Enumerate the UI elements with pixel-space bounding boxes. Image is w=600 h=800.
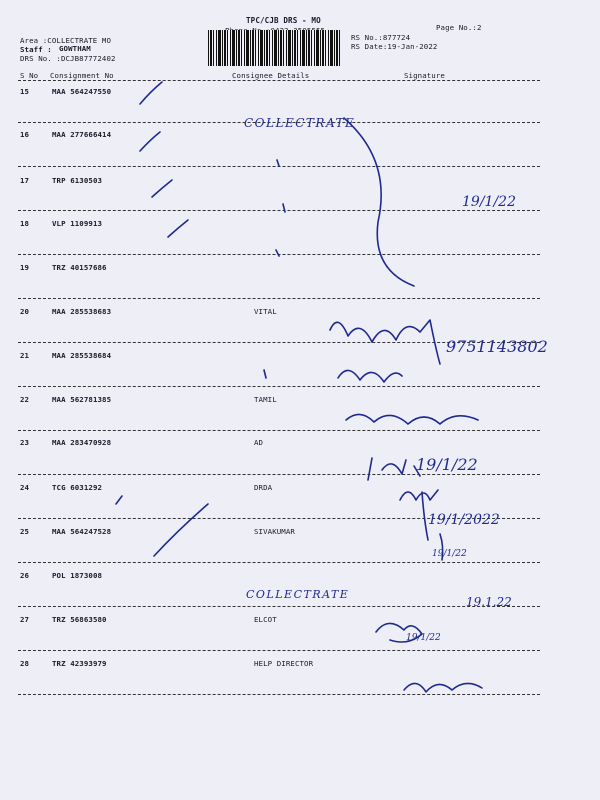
row-divider: [18, 562, 540, 563]
row-sno: 16: [20, 130, 30, 139]
tick-mark: [168, 220, 188, 237]
row-consignee: TAMIL: [254, 395, 277, 404]
handwritten-date: 19/1/2022: [428, 512, 500, 528]
tick-mark: [140, 132, 160, 151]
tick-mark: [152, 180, 172, 197]
signature-scribble: [422, 492, 428, 540]
header-divider: [18, 80, 540, 81]
row-sno: 23: [20, 438, 30, 447]
row-sno: 25: [20, 527, 30, 536]
row-consignment-no: MAA 277666414: [52, 130, 112, 139]
row-sno: 26: [20, 571, 30, 580]
row-consignee: DRDA: [254, 483, 273, 492]
row-consignment-no: MAA 562781385: [52, 395, 112, 404]
row-divider: [18, 694, 540, 695]
signature-scribble: [404, 683, 482, 692]
signature-scribble: [440, 534, 443, 560]
row-consignment-no: MAA 283470928: [52, 438, 112, 447]
row-consignment-no: MAA 285538683: [52, 307, 112, 316]
barcode: [208, 30, 342, 66]
tick-mark: [154, 504, 208, 556]
sheet-title: TPC/CJB DRS - MO: [246, 16, 321, 25]
row-consignment-no: MAA 285538684: [52, 351, 112, 360]
row-divider: [18, 210, 540, 211]
row-sno: 19: [20, 263, 30, 272]
row-sno: 28: [20, 659, 30, 668]
area-label: Area :COLLECTRATE MO: [20, 36, 111, 45]
rs-number: RS No.:877724: [351, 33, 411, 42]
row-sno: 20: [20, 307, 30, 316]
row-consignee: HELP DIRECTOR: [254, 659, 314, 668]
row-divider: [18, 650, 540, 651]
handwritten-date: 19/1/22: [432, 549, 467, 559]
ditto-mark: [276, 250, 279, 256]
column-header-consignment: Consignment No: [50, 71, 114, 80]
row-consignment-no: MAA 564247550: [52, 87, 112, 96]
row-consignee: AD: [254, 438, 264, 447]
row-consignee: SIVAKUMAR: [254, 527, 295, 536]
drs-number: DRS No. :DCJB87772402: [20, 54, 116, 63]
signature-scribble: [338, 370, 402, 382]
signature-scribble: [346, 414, 478, 424]
column-header-signature: Signature: [404, 71, 445, 80]
handwritten-date: 19/1/22: [462, 194, 516, 210]
row-divider: [18, 122, 540, 123]
rs-date: RS Date:19-Jan-2022: [351, 42, 438, 51]
page-number: Page No.:2: [436, 23, 482, 32]
row-consignment-no: MAA 564247528: [52, 527, 112, 536]
handwritten-date: 19/1/22: [406, 633, 441, 643]
row-divider: [18, 606, 540, 607]
tick-mark: [116, 496, 122, 504]
handwritten-date: 19.1.22: [466, 595, 512, 609]
ditto-mark: [264, 370, 266, 378]
row-divider: [18, 386, 540, 387]
row-sno: 22: [20, 395, 30, 404]
row-sno: 17: [20, 176, 30, 185]
signature-scribble: [368, 458, 420, 480]
row-divider: [18, 518, 540, 519]
row-divider: [18, 342, 540, 343]
handwritten-collectrate: COLLECTRATE: [244, 116, 356, 130]
row-sno: 27: [20, 615, 30, 624]
handwritten-collectrate: COLLECTRATE: [246, 588, 350, 601]
handwritten-phone-note: 9751143802: [446, 337, 548, 356]
signature-scribble: [376, 623, 422, 642]
signature-scribble: [400, 490, 438, 500]
row-consignment-no: POL 1873008: [52, 571, 103, 580]
row-divider: [18, 474, 540, 475]
row-divider: [18, 166, 540, 167]
bracket-stroke: [344, 118, 414, 286]
row-consignment-no: TRP 6130503: [52, 176, 103, 185]
row-sno: 18: [20, 219, 30, 228]
row-sno: 15: [20, 87, 30, 96]
row-sno: 24: [20, 483, 30, 492]
tick-mark: [140, 82, 162, 104]
row-divider: [18, 298, 540, 299]
staff-label: Staff :: [20, 45, 52, 54]
row-sno: 21: [20, 351, 30, 360]
row-consignee: ELCOT: [254, 615, 277, 624]
column-header-consignee: Consignee Details: [232, 71, 310, 80]
row-consignment-no: TRZ 56863580: [52, 615, 107, 624]
row-consignment-no: TRZ 40157686: [52, 263, 107, 272]
handwritten-date: 19/1/22: [416, 455, 478, 474]
staff-name: GOWTHAM: [59, 44, 91, 53]
row-divider: [18, 430, 540, 431]
row-consignee: VITAL: [254, 307, 277, 316]
row-consignment-no: VLP 1109913: [52, 219, 103, 228]
row-consignment-no: TCG 6031292: [52, 483, 103, 492]
row-consignment-no: TRZ 42393979: [52, 659, 107, 668]
column-header-sno: S No: [20, 71, 39, 80]
row-divider: [18, 254, 540, 255]
